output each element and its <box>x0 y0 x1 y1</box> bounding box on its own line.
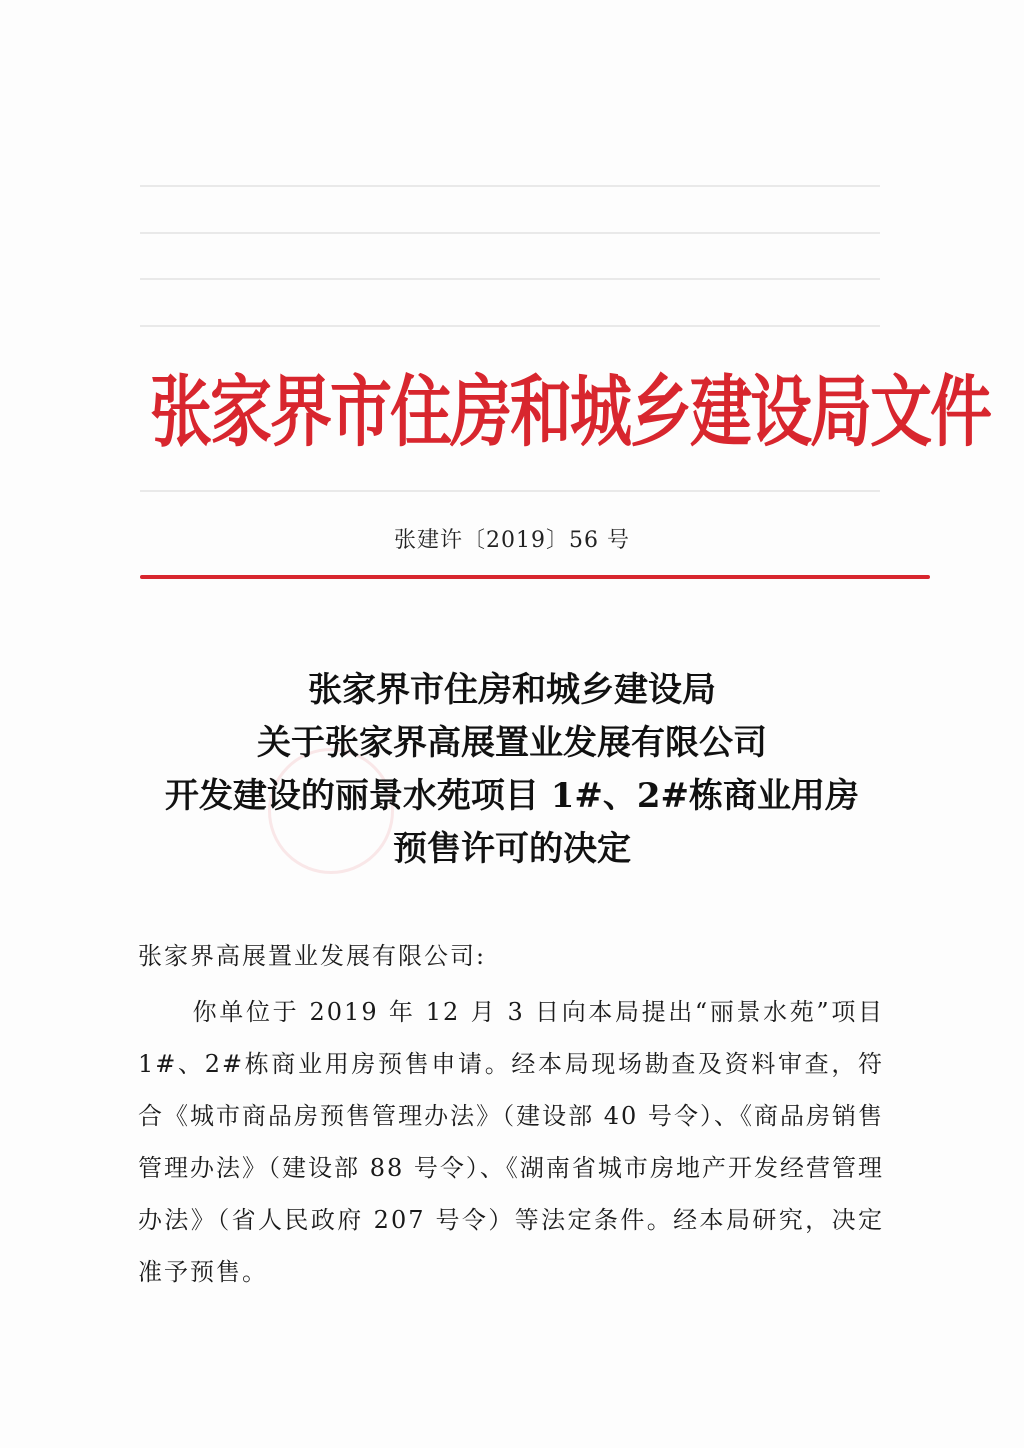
document-number: 张建许〔2019〕56 号 <box>394 528 630 553</box>
decision-title-line: 预售许可的决定 <box>393 829 631 869</box>
bleed-through-line <box>140 325 880 327</box>
decision-title-line: 开发建设的丽景水苑项目 1#、2#栋商业用房 <box>164 776 860 816</box>
decision-title-line: 张家界市住房和城乡建设局 <box>308 670 716 710</box>
bleed-through-line <box>140 232 880 234</box>
red-separator-line <box>140 575 930 579</box>
bleed-through-line <box>140 490 880 492</box>
decision-title-line: 关于张家界高展置业发展有限公司 <box>257 723 767 763</box>
decision-title <box>0 664 1024 876</box>
body-paragraph <box>138 986 884 1298</box>
body-paragraph-text: 你单位于 2019 年 12 月 3 日向本局提出“丽景水苑”项目1#、2#栋商业用房预售申请。经本局现场勘查及资料审查，符合《城市商品房预售管理办法》（建设部 40 号令）、《商品房销售管理办法》（建设部 88 号令）、《湖南省城市房地产开发经营管理办法》（省人民政府 207 号令）等法定条件。经本局研究，决定准予预售。 <box>138 998 884 1286</box>
bleed-through-line <box>140 185 880 187</box>
bleed-through-line <box>140 278 880 280</box>
issuer-title: 张家界市住房和城乡建设局文件 <box>150 365 991 457</box>
addressee: 张家界高展置业发展有限公司: <box>138 942 487 970</box>
